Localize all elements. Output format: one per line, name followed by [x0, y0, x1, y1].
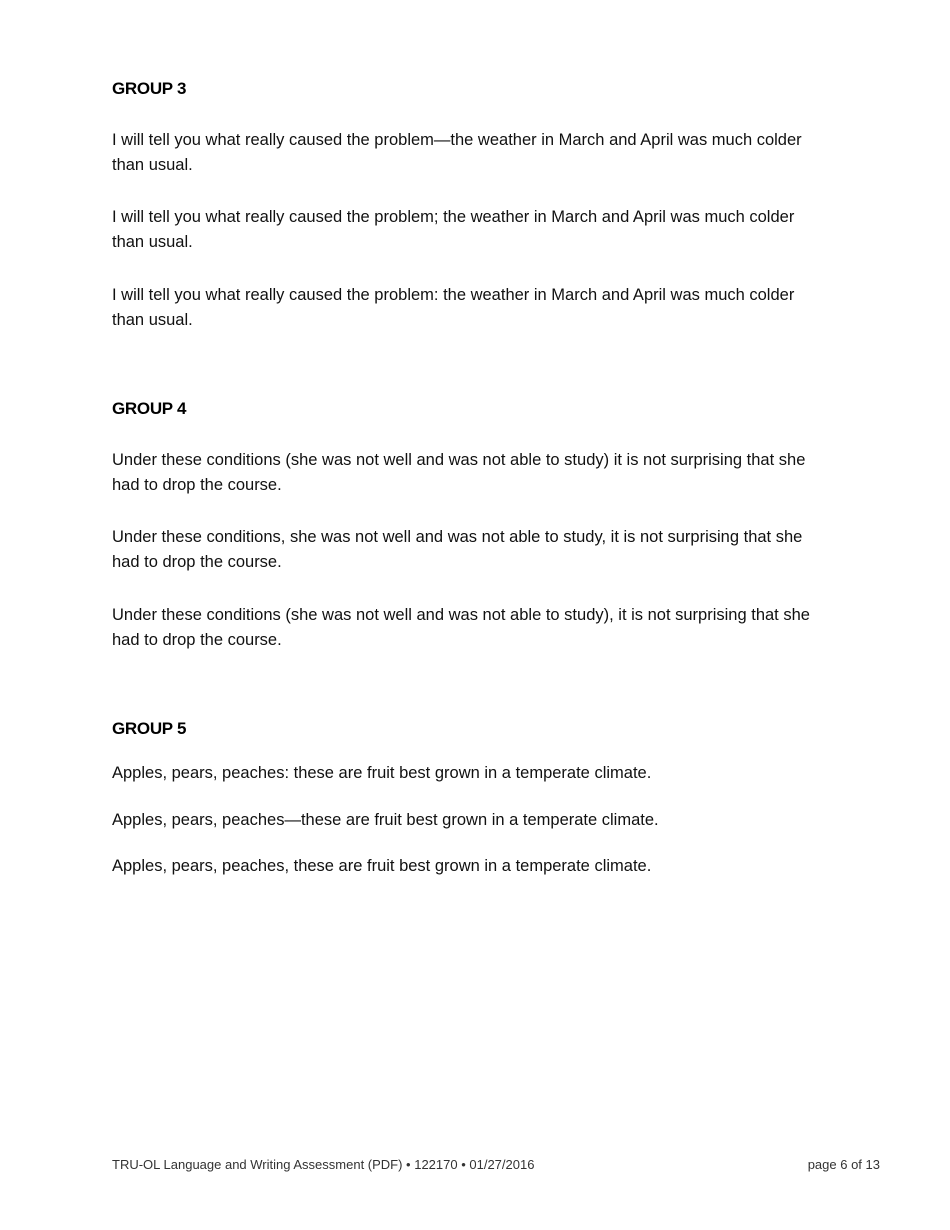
- footer-page-number: page 6 of 13: [807, 1157, 880, 1172]
- group-5-sentence-1: Apples, pears, peaches: these are fruit best grown in a temperate climate.: [112, 764, 652, 782]
- group-5-heading: GROUP 5: [112, 719, 187, 738]
- group-4-sentence-3: Under these conditions (she was not well and was not able to study), it is not surprising that she had to drop the course.: [112, 606, 810, 649]
- group-3-sentence-1: I will tell you what really caused the problem—the weather in March and April was much colder than usual.: [112, 131, 802, 174]
- group-5-sentence-3: Apples, pears, peaches, these are fruit best grown in a temperate climate.: [112, 857, 652, 875]
- footer-document-info: TRU-OL Language and Writing Assessment (PDF) • 122170 • 01/27/2016: [112, 1157, 535, 1172]
- group-4-sentence-2: Under these conditions, she was not well and was not able to study, it is not surprising that she had to drop the course.: [112, 528, 803, 571]
- group-3-sentence-2: I will tell you what really caused the problem; the weather in March and April was much colder than usual.: [112, 208, 795, 251]
- group-4-sentence-1: Under these conditions (she was not well and was not able to study) it is not surprising that she had to drop the course.: [112, 451, 806, 494]
- group-5-sentence-2: Apples, pears, peaches—these are fruit best grown in a temperate climate.: [112, 811, 659, 829]
- group-3-sentence-3: I will tell you what really caused the problem: the weather in March and April was much colder than usual.: [112, 286, 795, 329]
- group-4-heading: GROUP 4: [112, 399, 187, 418]
- group-3-heading: GROUP 3: [112, 79, 187, 98]
